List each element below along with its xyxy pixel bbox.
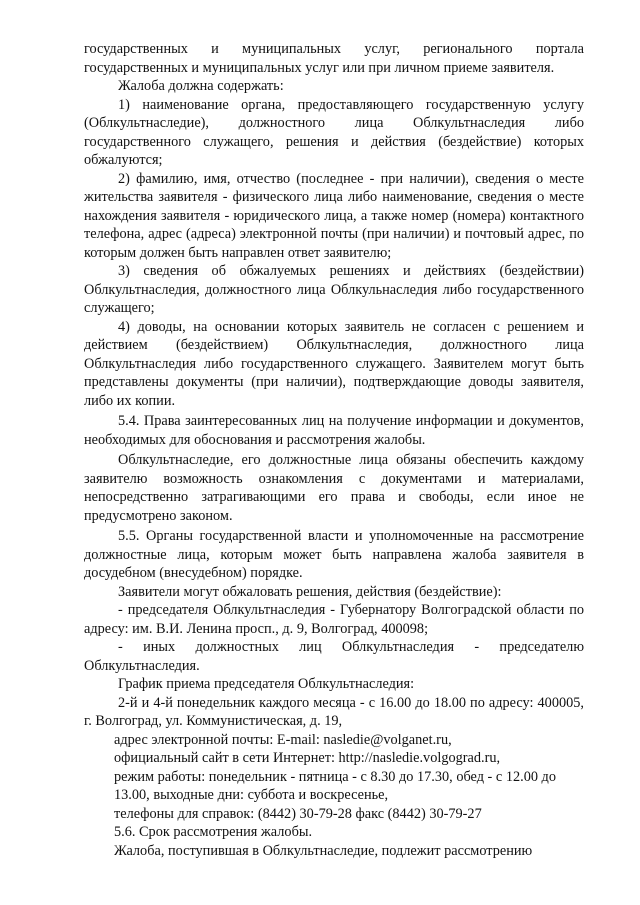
paragraph-appeal-governor: - председателя Облкультнаследия - Губернатору Волгоградской области по адресу: им. В.И. Ленина просп., д. 9, Волгоград, 400098; [84, 602, 584, 637]
paragraph-section-5-6: 5.6. Срок рассмотрения жалобы. [114, 824, 313, 840]
paragraph-intro-continuation: государственных и муниципальных услуг, регионального портала государственных и муниципальных услуг или при личном приеме заявителя. [84, 41, 584, 76]
paragraph-schedule-heading: График приема председателя Облкультнаследия: [118, 676, 415, 692]
paragraph-website: официальный сайт в сети Интернет: http://nasledie.volgograd.ru, [114, 750, 501, 766]
paragraph-item-3: 3) сведения об обжалуемых решениях и действиях (бездействии) Облкультнаследия, должностного лица Облкульнаследия либо государственного служащего; [84, 263, 584, 316]
document-body [84, 40, 584, 860]
paragraph-phones: телефоны для справок: (8442) 30-79-28 факс (8442) 30-79-27 [114, 805, 482, 822]
paragraph-appeal-intro: Заявители могут обжаловать решения, действия (бездействие): [118, 583, 502, 600]
paragraph-item-4: 4) доводы, на основании которых заявитель не согласен с решением и действием (бездействием) Облкультнаследия, должностного лица Облкультнаследия либо государственного служащего. Заявителем могут быть представлены документы (при наличии), подтверждающие доводы заявителя, либо их копии. [84, 318, 584, 409]
paragraph-section-5-4: 5.4. Права заинтересованных лиц на получение информации и документов, необходимых для обоснования и рассмотрения жалобы. [84, 413, 584, 448]
paragraph-section-5-5: 5.5. Органы государственной власти и уполномоченные на рассмотрение должностные лица, которым может быть направлена жалоба заявителя в досудебном (внесудебном) порядке. [84, 528, 584, 581]
paragraph-rights: Облкультнаследие, его должностные лица обязаны обеспечить каждому заявителю возможность ознакомления с документами и материалами, непосредственно затрагивающими его права и свободы, если иное не предусмотрено законом. [84, 452, 584, 524]
paragraph-item-1: 1) наименование органа, предоставляющего государственную услугу (Облкультнаследие), должностного лица Облкультнаследия либо государственного служащего, решения и действия (бездействие) которых обжалуются; [84, 96, 584, 168]
paragraph-complaint-review: Жалоба, поступившая в Облкультнаследие, подлежит рассмотрению [114, 842, 533, 859]
paragraph-complaint-contents-heading: Жалоба должна содержать: [118, 78, 284, 94]
paragraph-schedule-days: 2-й и 4-й понедельник каждого месяца - с 16.00 до 18.00 по адресу: 400005, г. Волгоград, ул. Коммунистическая, д. 19, [84, 694, 584, 729]
paragraph-item-2: 2) фамилию, имя, отчество (последнее - при наличии), сведения о месте жительства заявителя - физического лица либо наименование, сведения о месте нахождения заявителя - юридического лица, а также номер (номера) контактного телефона, адрес (адреса) электронной почты (при наличии) и почтовый адрес, по которым должен быть направлен ответ заявителю; [84, 170, 584, 261]
paragraph-working-hours: режим работы: понедельник - пятница - с 8.30 до 17.30, обед - с 12.00 до 13.00, выходные дни: суббота и воскресенье, [114, 768, 556, 803]
paragraph-appeal-chairman: - иных должностных лиц Облкультнаследия - председателю Облкультнаследия. [84, 639, 584, 674]
paragraph-email: адрес электронной почты: E-mail: nasledie@volganet.ru, [114, 731, 452, 748]
